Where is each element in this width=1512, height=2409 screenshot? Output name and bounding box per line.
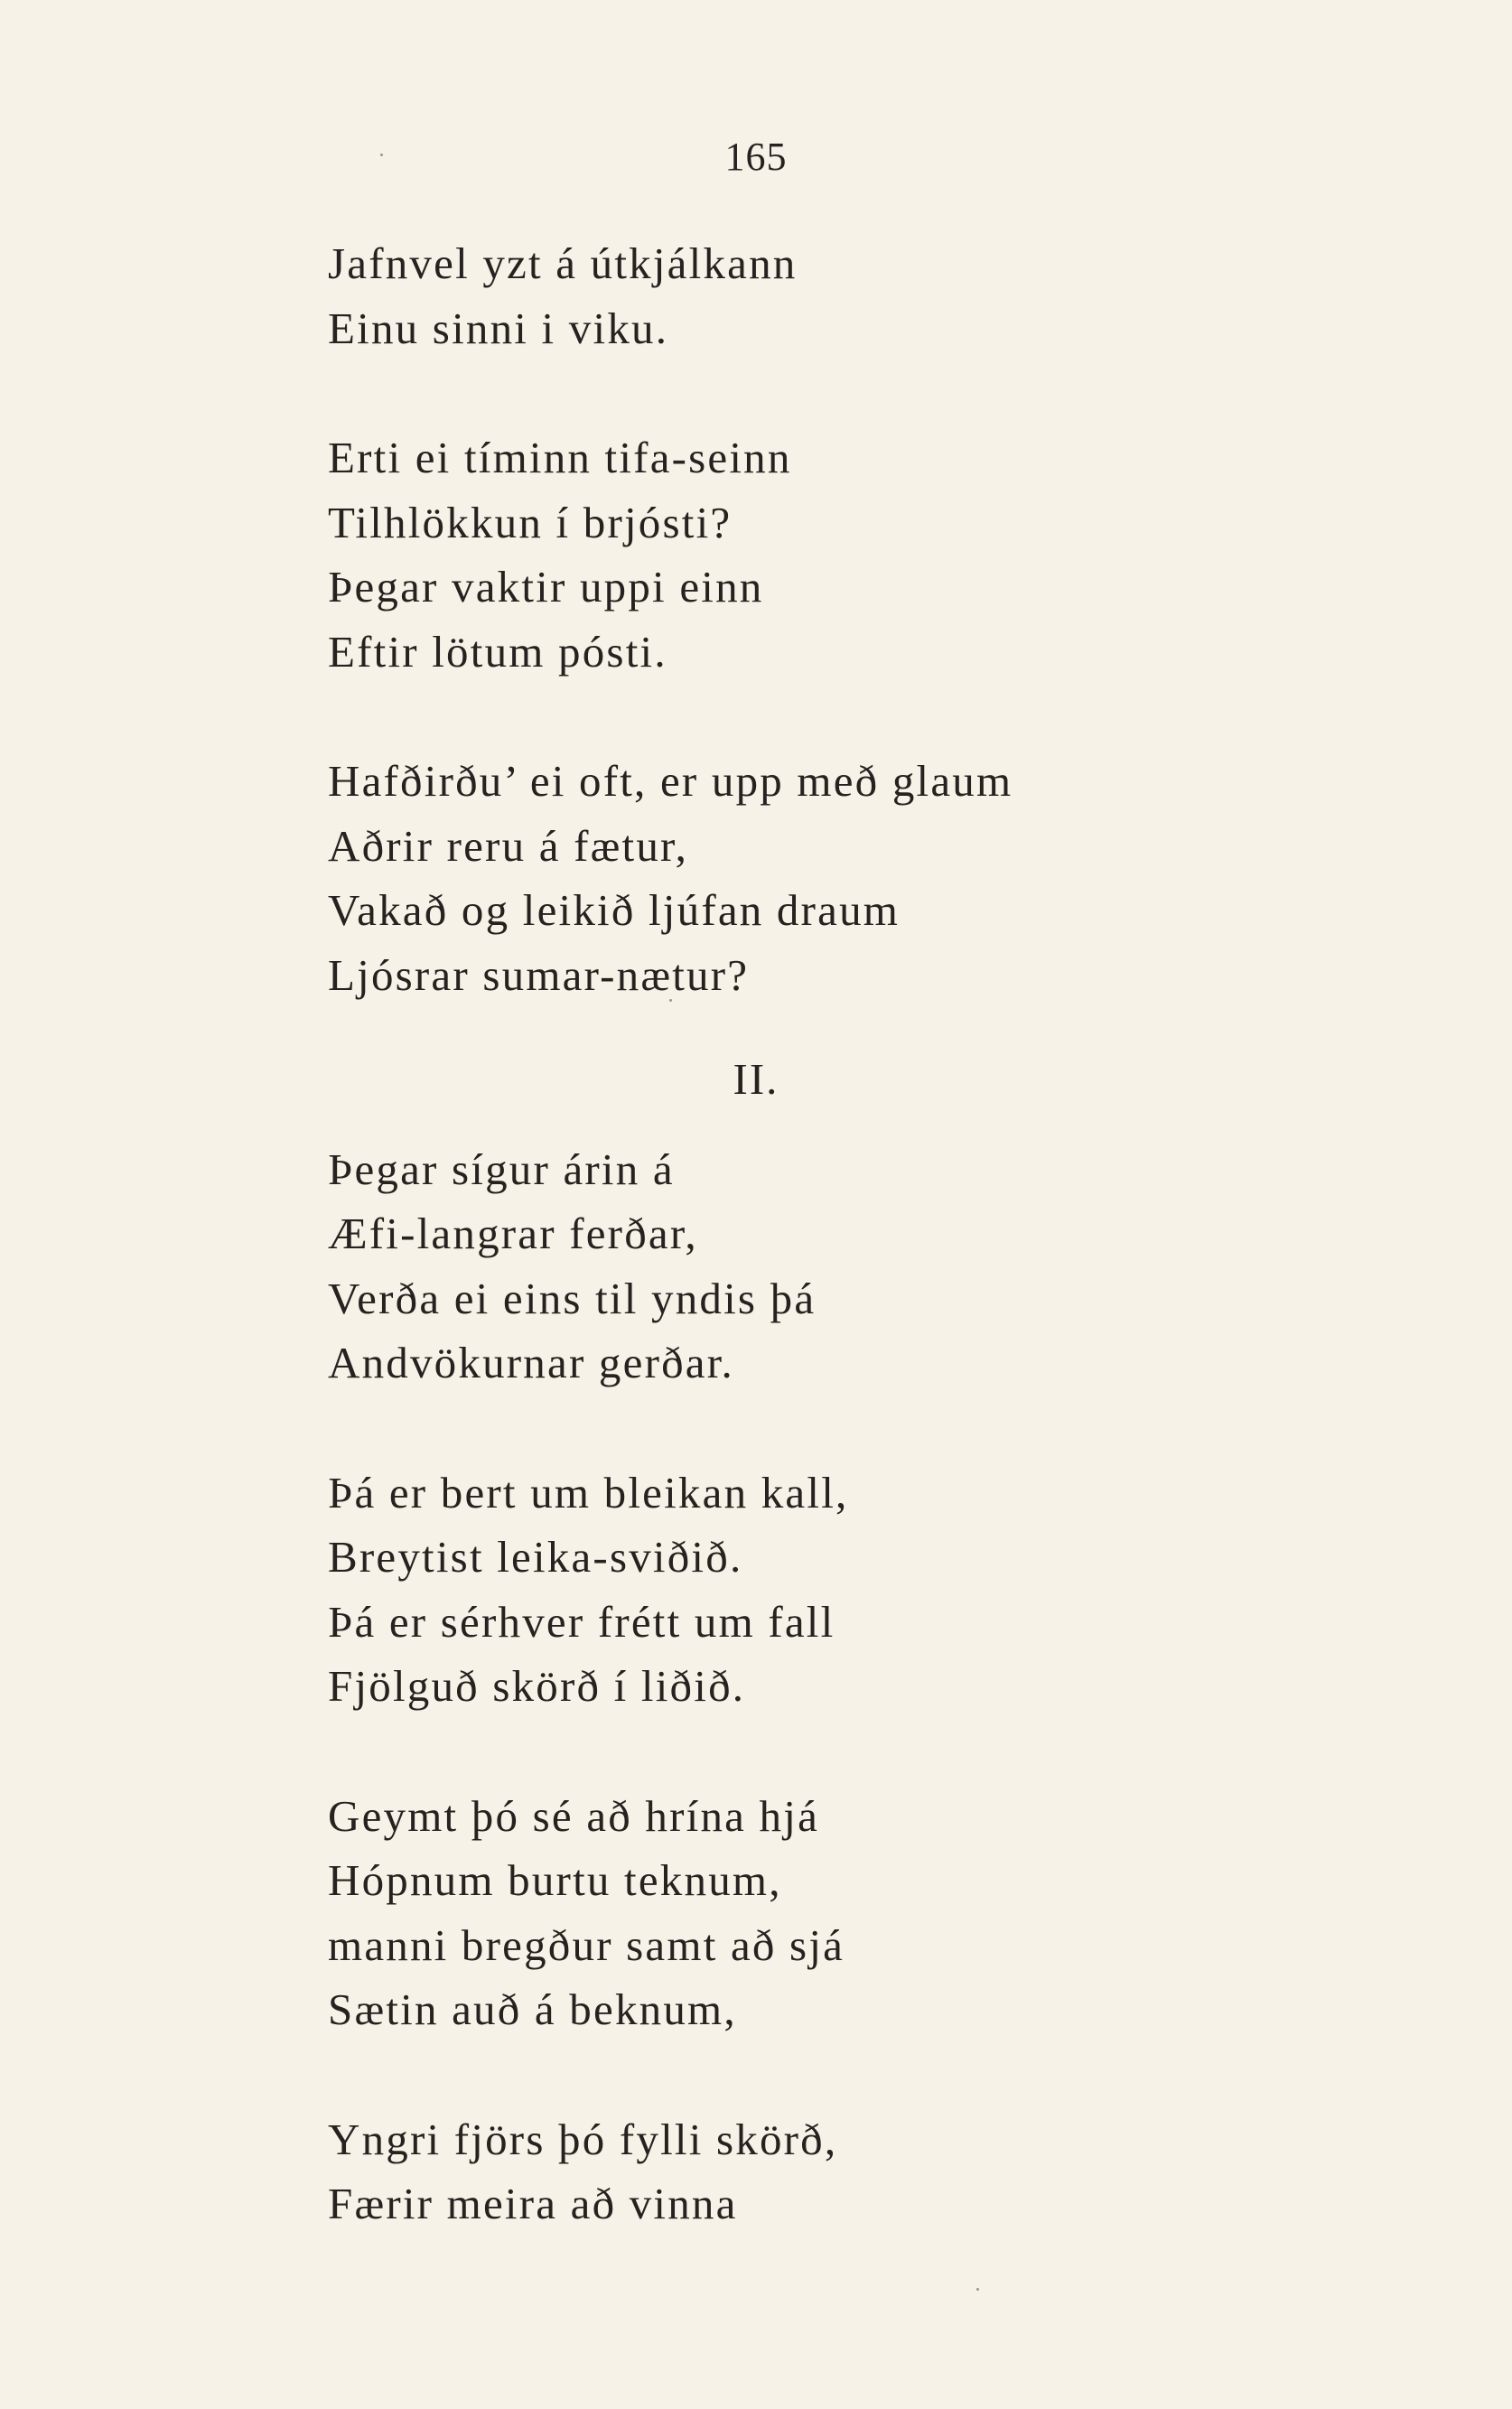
stanza — [328, 425, 1448, 684]
poem-line: Þá er sérhver frétt um fall — [328, 1596, 835, 1647]
poem-line: Tilhlökkun í brjósti? — [328, 497, 733, 547]
poem-line: Yngri fjörs þó fylli skörð, — [328, 2114, 838, 2164]
poem-line: Jafnvel yzt á útkjálkann — [328, 238, 798, 288]
stanza — [328, 2107, 1448, 2236]
poem-line: Aðrir reru á fætur, — [328, 820, 689, 871]
poem-line: Breytist leika-sviðið. — [328, 1532, 743, 1582]
poem-line: Eftir lötum pósti. — [328, 626, 667, 677]
paper-speck — [669, 999, 672, 1002]
poem-line: Þegar sígur árin á — [328, 1144, 675, 1194]
page-number: 165 — [724, 135, 788, 179]
poem-line: manni bregður samt að sjá — [328, 1919, 845, 1970]
paper-speck — [380, 154, 383, 156]
poem-line: Hafðirðu’ ei oft, er upp með glaum — [328, 756, 1013, 806]
poem-line: Þegar vaktir uppi einn — [328, 562, 764, 612]
poem-line: Verða ei eins til yndis þá — [328, 1273, 817, 1323]
stanza — [328, 1137, 1448, 1396]
poem-line: Sætin auð á beknum, — [328, 1984, 737, 2034]
poem — [328, 231, 1448, 2302]
stanza — [328, 749, 1448, 1007]
poem-line: Þá er bert um bleikan kall, — [328, 1467, 849, 1517]
stanza — [328, 1784, 1448, 2042]
poem-line: Geymt þó sé að hrína hjá — [328, 1790, 820, 1841]
poem-line: Erti ei tíminn tifa-seinn — [328, 433, 792, 482]
poem-line: Færir meira að vinna — [328, 2179, 738, 2228]
poem-line: Æfi-langrar ferðar, — [328, 1209, 698, 1258]
stanza — [328, 1461, 1448, 1719]
poem-line: Fjölguð skörð í liðið. — [328, 1661, 746, 1711]
paper-speck — [976, 2288, 979, 2291]
poem-line: Andvökurnar gerðar. — [328, 1338, 734, 1387]
poem-line: Hópnum burtu teknum, — [328, 1855, 782, 1905]
poem-line: Ljósrar sumar-nætur? — [328, 949, 750, 1000]
poem-line: Vakað og leikið ljúfan draum — [328, 885, 901, 935]
poem-line: Einu sinni i viku. — [328, 303, 669, 353]
section-heading: II. — [733, 1054, 779, 1104]
stanza — [328, 231, 1448, 360]
